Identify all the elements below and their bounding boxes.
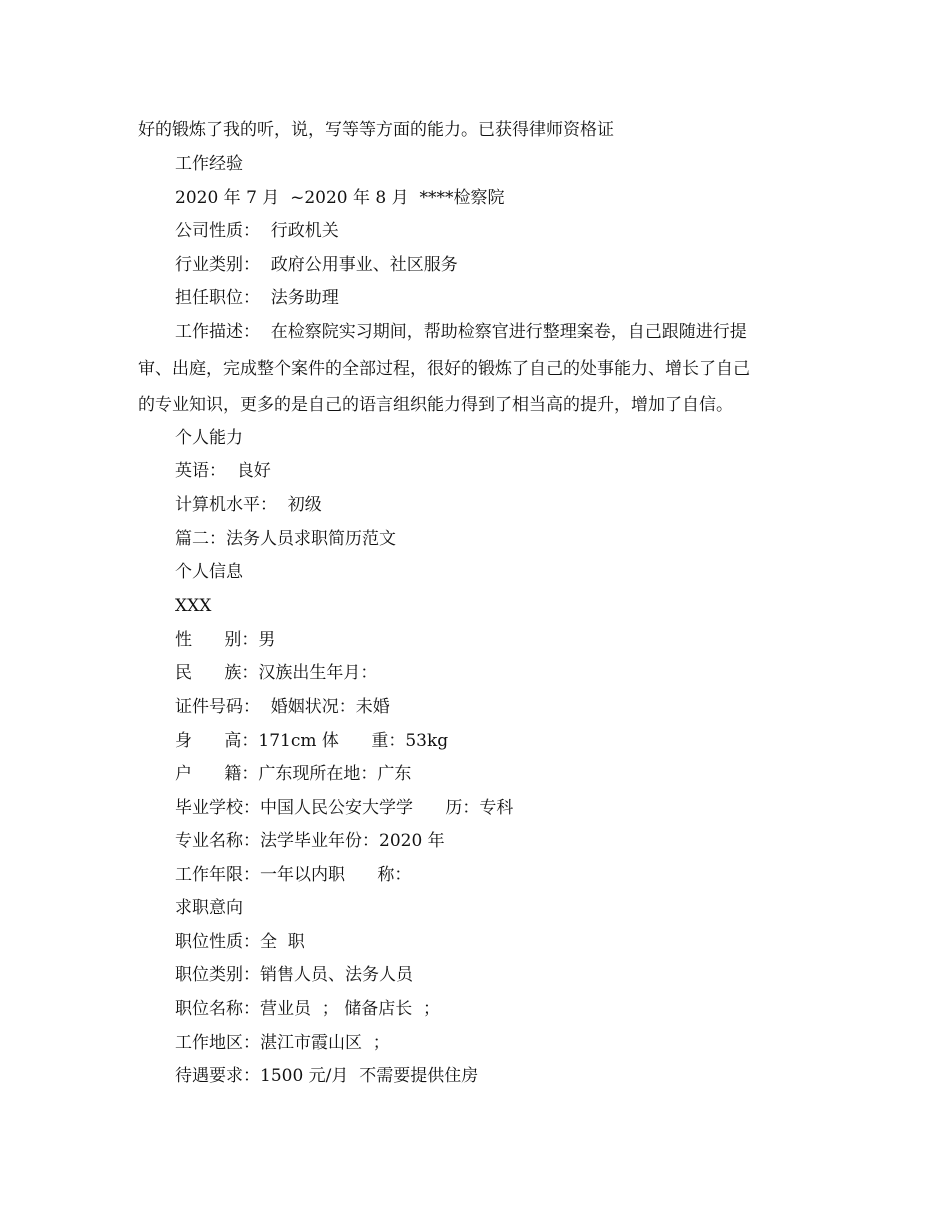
ethnicity-field: 民 族：汉族出生年月： (175, 663, 378, 683)
id-marital-field: 证件号码： 婚姻状况：未婚 (175, 697, 390, 717)
industry-category: 行业类别： 政府公用事业、社区服务 (175, 255, 458, 275)
work-years-field: 工作年限：一年以内职 称： (175, 865, 412, 885)
major-field: 专业名称：法学毕业年份：2020 年 (175, 831, 445, 851)
work-description-line: 工作描述： 在检察院实习期间，帮助检察官进行整理案卷，自己跟随进行提 (175, 322, 747, 342)
job-category-field: 职位类别：销售人员、法务人员 (175, 965, 413, 985)
section-heading-work-experience: 工作经验 (175, 154, 243, 174)
english-level: 英语： 良好 (175, 461, 271, 481)
work-description-line: 审、出庭，完成整个案件的全部过程，很好的锻炼了自己的处事能力、增长了自己 (138, 359, 750, 379)
work-area-field: 工作地区：湛江市霞山区 ； (175, 1033, 390, 1053)
job-nature-field: 职位性质：全 职 (175, 932, 305, 952)
work-period: 2020 年 7 月 ~2020 年 8 月 ****检察院 (175, 188, 505, 208)
job-title-field: 职位名称：营业员 ； 储备店长 ； (175, 999, 441, 1019)
chapter-title: 篇二：法务人员求职简历范文 (175, 529, 396, 549)
work-description-line: 的专业知识，更多的是自己的语言组织能力得到了相当高的提升，增加了自信。 (138, 395, 733, 415)
section-heading-job-intention: 求职意向 (175, 898, 243, 918)
section-heading-personal-info: 个人信息 (175, 562, 243, 582)
salary-field: 待遇要求：1500 元/月 不需要提供住房 (175, 1066, 479, 1086)
company-nature: 公司性质： 行政机关 (175, 221, 339, 241)
paragraph-line: 好的锻炼了我的听，说，写等等方面的能力。已获得律师资格证 (138, 120, 614, 140)
gender-field: 性 别：男 (175, 630, 276, 650)
school-field: 毕业学校：中国人民公安大学学 历：专科 (175, 798, 514, 818)
position-held: 担任职位： 法务助理 (175, 288, 339, 308)
computer-level: 计算机水平： 初级 (175, 495, 322, 515)
section-heading-personal-ability: 个人能力 (175, 428, 243, 448)
height-weight-field: 身 高：171cm 体 重：53kg (175, 731, 449, 751)
residence-field: 户 籍：广东现所在地：广东 (175, 764, 412, 784)
name-field: XXX (175, 596, 212, 616)
